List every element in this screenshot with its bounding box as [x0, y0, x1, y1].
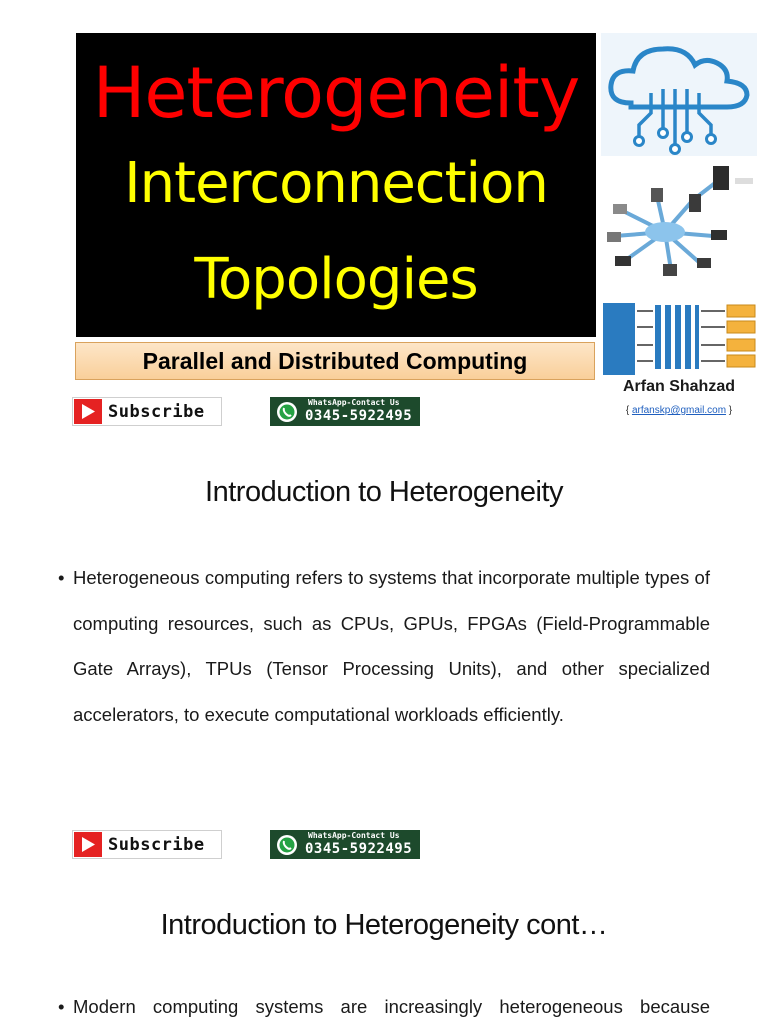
bullet-marker: • — [58, 567, 65, 588]
banner-title-line-3: Topologies — [194, 247, 478, 312]
bullet-text: Modern computing systems are increasingly heterogeneous because — [73, 996, 710, 1017]
whatsapp-icon — [275, 833, 299, 857]
email-brace-open: { — [625, 405, 632, 416]
bullet-marker: • — [58, 996, 65, 1017]
author-email-line — [598, 405, 760, 416]
whatsapp-number: 0345-5922495 — [305, 841, 413, 857]
bullet-paragraph — [58, 984, 710, 1030]
architecture-diagram-icon — [601, 297, 757, 377]
bullet-paragraph — [58, 555, 710, 737]
youtube-play-icon — [74, 832, 102, 857]
whatsapp-contact-button[interactable] — [270, 830, 420, 859]
youtube-play-icon — [74, 399, 102, 424]
author-name: Arfan Shahzad — [622, 378, 735, 395]
subscribe-button[interactable] — [72, 397, 222, 426]
whatsapp-icon — [275, 400, 299, 424]
title-banner — [76, 33, 596, 337]
whatsapp-contact-button[interactable] — [270, 397, 420, 426]
whatsapp-caption: WhatsApp-Contact Us — [308, 398, 400, 407]
network-diagram-icon — [601, 160, 757, 285]
banner-title-line-2: Interconnection — [124, 151, 548, 216]
email-brace-close: } — [726, 405, 733, 416]
course-subtitle: Parallel and Distributed Computing — [75, 342, 595, 380]
banner-title-line-1: Heterogeneity — [92, 52, 580, 134]
whatsapp-caption: WhatsApp-Contact Us — [308, 831, 400, 840]
section-heading: Introduction to Heterogeneity cont… — [160, 909, 608, 941]
section-heading: Introduction to Heterogeneity — [205, 476, 563, 508]
cloud-icon — [601, 33, 757, 156]
bullet-text: Heterogeneous computing refers to systems that incorporate multiple types of computing resources, such as CPUs, GPUs, FPGAs (Field-Programmable Gate Arrays), TPUs (Tensor Processing Units), and other specialized accelerators, to execute computational workloads efficiently. — [73, 567, 710, 725]
author-email-link[interactable]: arfanskp@gmail.com — [631, 405, 727, 416]
subscribe-label: Subscribe — [108, 835, 205, 855]
subscribe-button[interactable] — [72, 830, 222, 859]
subscribe-label: Subscribe — [108, 402, 205, 422]
whatsapp-number: 0345-5922495 — [305, 408, 413, 424]
